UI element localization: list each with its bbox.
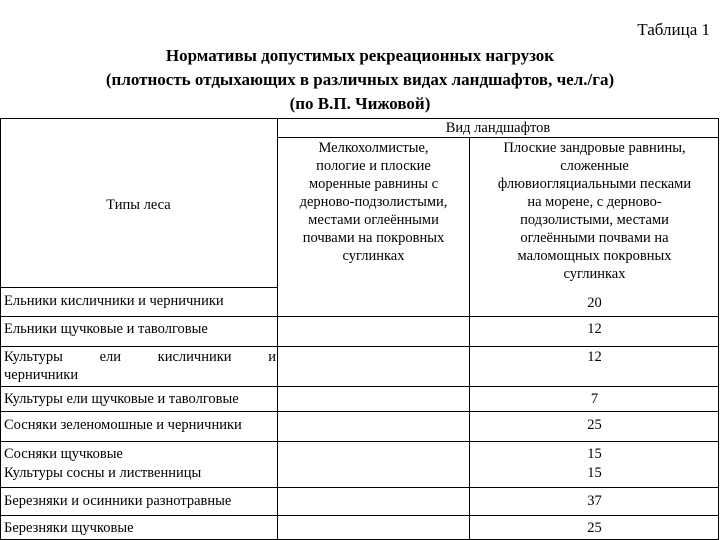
row-divider [0, 386, 719, 387]
row-label: Березняки и осинники разнотравные [4, 493, 232, 509]
row-divider [0, 411, 719, 412]
norms-table [0, 118, 719, 540]
row-value: 15 [587, 446, 602, 462]
row-divider [0, 515, 719, 516]
row-value: 12 [587, 349, 602, 365]
landscape-header-divider [277, 137, 719, 138]
row-label: Культуры сосны и лиственницы [4, 465, 202, 481]
row-value: 25 [587, 520, 602, 536]
row-value: 20 [587, 295, 602, 311]
row-label: Сосняки зеленомошные и черничники [4, 417, 242, 433]
header-col-moraine-plains: Мелкохолмистые, пологие и плоские моренные равнины с дерново-подзолистыми, местами оглеёнными почвами на покровных суглинках [299, 140, 448, 264]
row-label: Культуры ели кисличники и черничники [4, 349, 276, 383]
row-value: 15 [587, 465, 602, 481]
row-divider [0, 316, 719, 317]
table-number: Таблица 1 [637, 20, 710, 39]
title-line-3: (по В.П. Чижовой) [289, 94, 431, 113]
row-label: Березняки щучковые [4, 520, 134, 536]
row-label: Ельники кисличники и черничники [4, 293, 224, 309]
row-label: Сосняки щучковые [4, 446, 123, 462]
title-line-2: (плотность отдыхающих в различных видах ландшафтов, чел./га) [105, 70, 615, 89]
row-value: 12 [587, 321, 602, 337]
row-divider [0, 346, 719, 347]
row-value: 25 [587, 417, 602, 433]
row-label: Ельники щучковые и таволговые [4, 321, 208, 337]
row-divider [0, 487, 719, 488]
header-forest-types: Типы леса [106, 197, 171, 213]
table-border-left [0, 118, 1, 540]
row-divider [0, 441, 719, 442]
header-landscape-type: Вид ландшафтов [445, 120, 551, 136]
header-col-sandur-plains: Плоские зандровые равнины, сложенные флювиогляциальными песками на морене, с дерново- подзолистыми, местами оглеёнными почвами на маломощных покровных суглинках [497, 140, 692, 282]
row-label: Культуры ели щучковые и таволговые [4, 391, 239, 407]
title-line-1: Нормативы допустимых рекреационных нагрузок [165, 46, 555, 65]
row-value: 7 [590, 391, 599, 407]
row-value: 37 [587, 493, 602, 509]
row-divider [0, 287, 277, 288]
